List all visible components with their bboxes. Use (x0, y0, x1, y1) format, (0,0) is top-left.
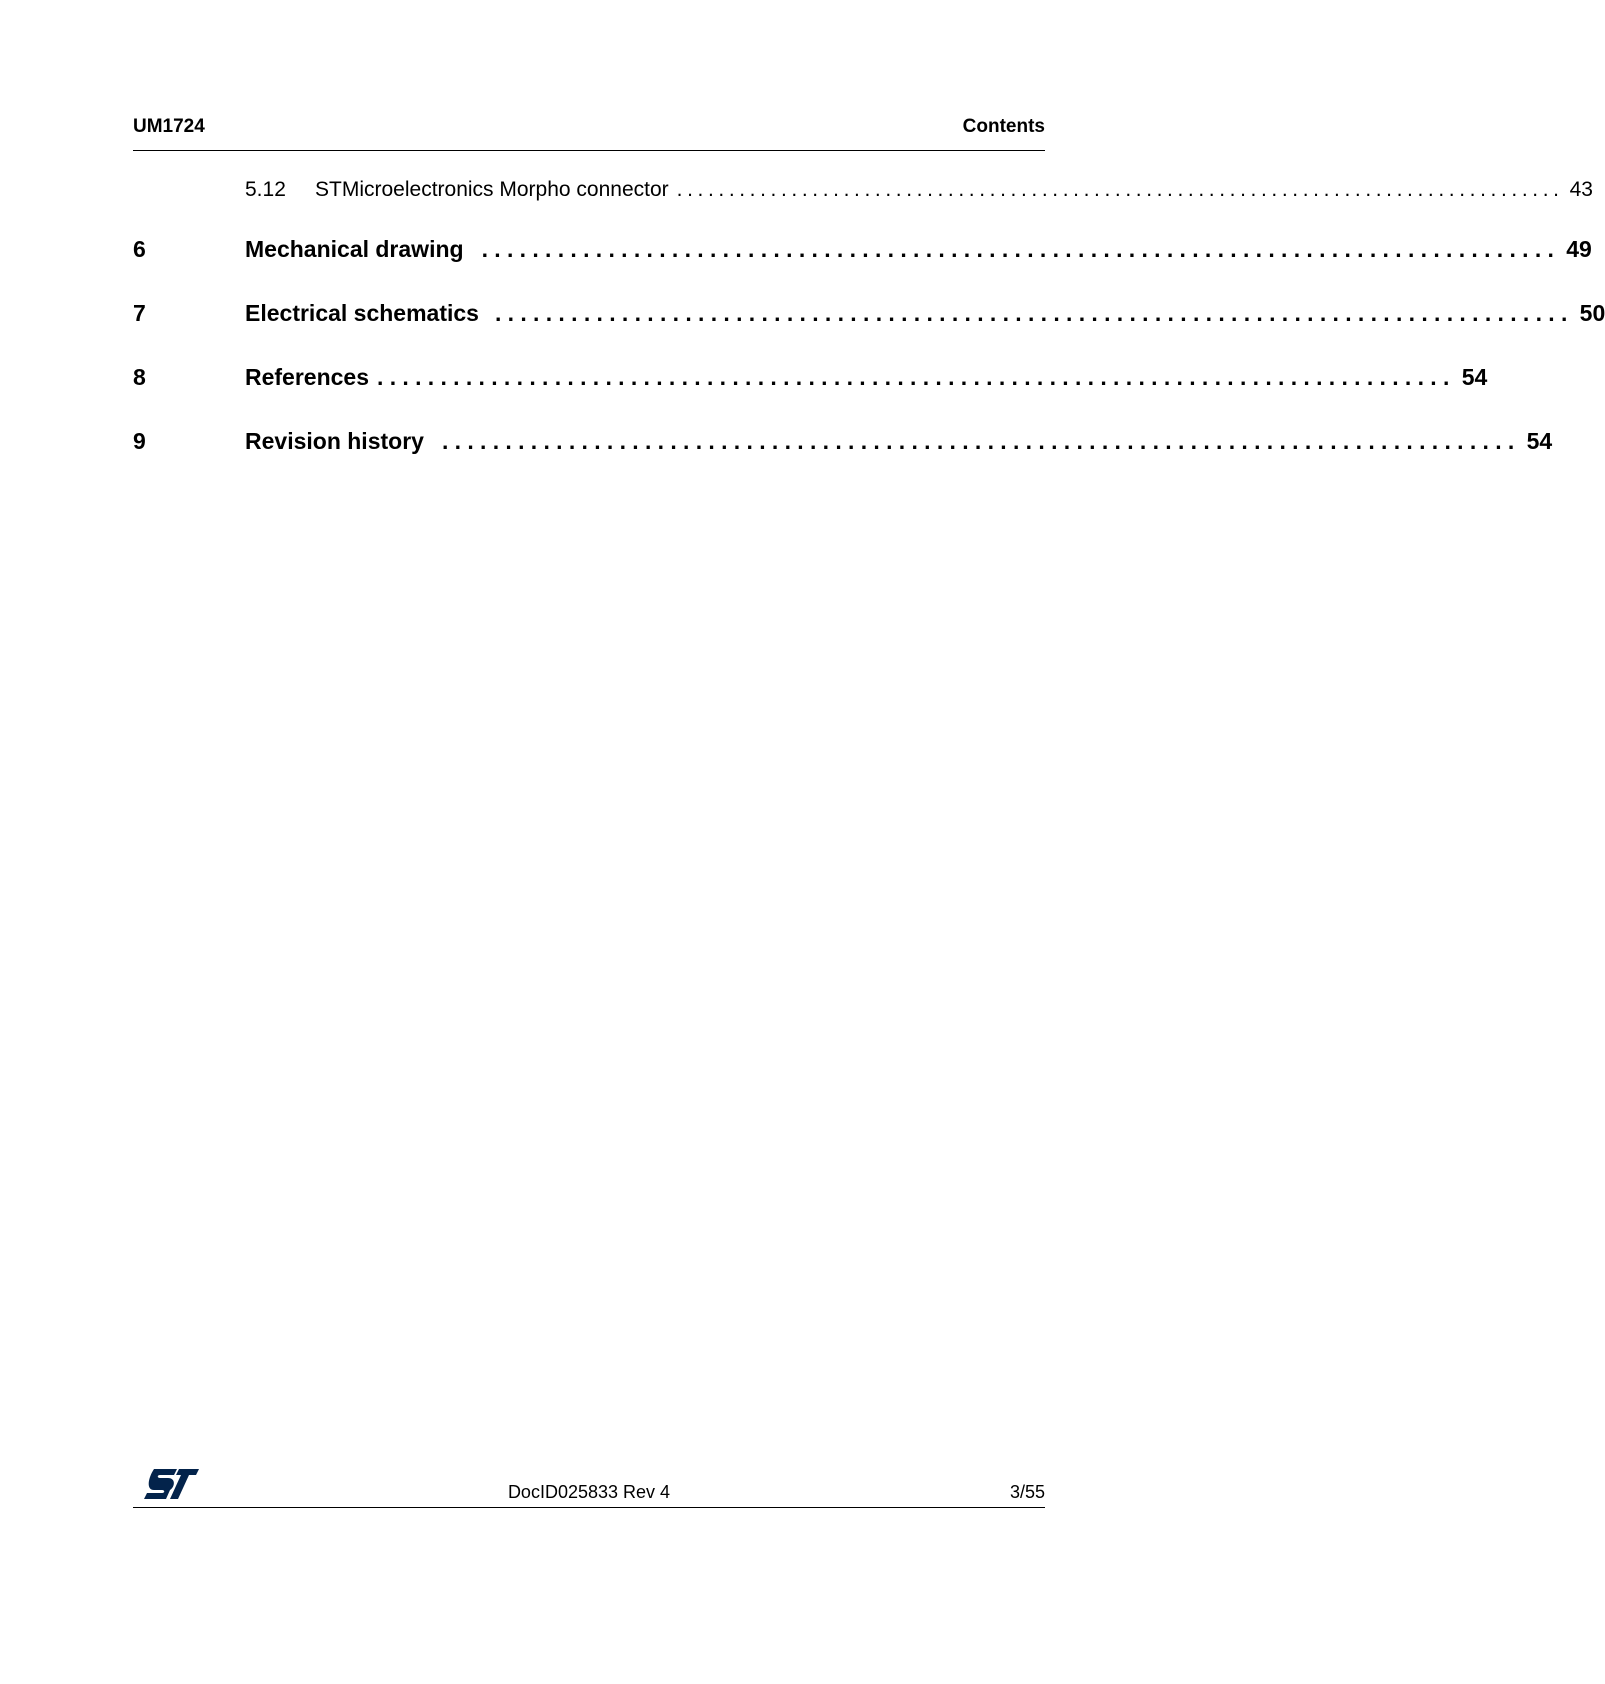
toc-dot-leader: ..................................................................................... (494, 300, 1574, 326)
toc-entry-page: 43 (1569, 178, 1593, 201)
toc-entry-title: References (245, 364, 370, 390)
toc-entry-page: 54 (1461, 364, 1488, 390)
toc-entry-title: Revision history (245, 428, 424, 454)
toc-entry-number: 5.12 (245, 178, 286, 201)
toc-entry-title: Electrical schematics (245, 300, 479, 326)
toc-dot-leader: ..................................................................................... (676, 178, 1564, 201)
toc-dot-leader: ..................................................................................... (441, 428, 1521, 454)
toc-dot-leader: ..................................................................................... (377, 364, 1456, 390)
toc-entry-number: 8 (133, 364, 146, 390)
page-footer (133, 1466, 1045, 1508)
toc-entry-number: 9 (133, 428, 146, 454)
header-doc-id: UM1724 (133, 116, 205, 137)
toc-entry-page: 50 (1579, 300, 1605, 326)
toc-entry-8[interactable] (133, 364, 1488, 391)
toc-entry-number: 6 (133, 236, 146, 262)
footer-page-number: 3/55 (1009, 1482, 1045, 1502)
toc-entry-6[interactable] (133, 236, 1592, 263)
page-header (133, 116, 1045, 151)
toc-entry-number: 7 (133, 300, 146, 326)
footer-doc-revision: DocID025833 Rev 4 (507, 1482, 671, 1502)
toc-entry-9[interactable] (133, 428, 1553, 455)
toc-entry-5-12[interactable] (133, 178, 1593, 202)
toc-entry-title: STMicroelectronics Morpho connector (315, 178, 669, 201)
toc-entry-page: 49 (1566, 236, 1592, 262)
toc-entry-title: Mechanical drawing (245, 236, 464, 262)
toc-entry-page: 54 (1526, 428, 1553, 454)
header-section-title: Contents (962, 116, 1045, 137)
toc-dot-leader: ..................................................................................... (481, 236, 1561, 262)
toc-entry-7[interactable] (133, 300, 1605, 327)
